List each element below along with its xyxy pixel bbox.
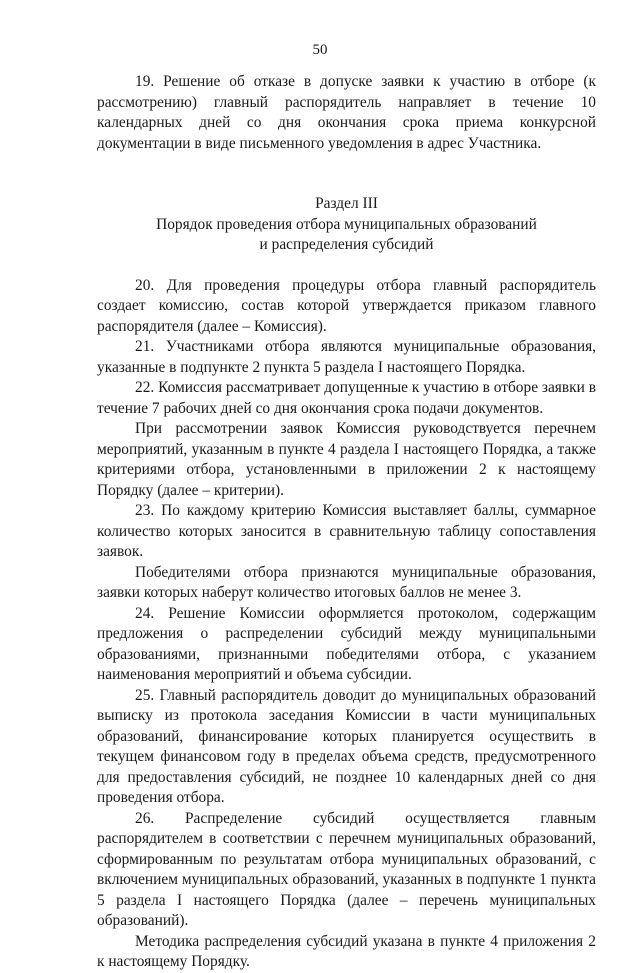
paragraph-20: 20. Для проведения процедуры отбора главный распорядитель создает комиссию, состав которой утверждается приказом главного распорядителя (далее – Комиссия). xyxy=(97,276,596,335)
document-body xyxy=(97,72,596,973)
spacer xyxy=(97,154,596,194)
paragraph-22: 22. Комиссия рассматривает допущенные к участию в отборе заявки в течение 7 рабочих дней со дня окончания срока подачи документов. xyxy=(97,379,596,417)
paragraph-25: 25. Главный распорядитель доводит до муниципальных образований выписку из протокола заседания Комиссии в части муниципальных образований, финансирование которых планируется осуществить в текущем финансовом году в пределах объема средств, предусмотренного для предоставления субсидий, не позднее 10 календарных дней со дня проведения отбора. xyxy=(97,686,596,806)
paragraph-19: 19. Решение об отказе в допуске заявки к участию в отборе (к рассмотрению) главный распорядитель направляет в течение 10 календарных дней со дня окончания срока приема конкурсной документации в виде письменного уведомления в адрес Участника. xyxy=(97,73,596,152)
paragraph-21: 21. Участниками отбора являются муниципальные образования, указанные в подпункте 2 пункта 5 раздела I настоящего Порядка. xyxy=(97,338,596,376)
section-number: Раздел III xyxy=(315,195,378,212)
paragraph-26-continued: Методика распределения субсидий указана в пункте 4 приложения 2 к настоящему Порядку. xyxy=(97,932,596,970)
paragraph-23: 23. По каждому критерию Комиссия выставляет баллы, суммарное количество которых заносится в сравнительную таблицу сопоставления заявок. xyxy=(97,502,596,560)
section-title-line-2: и распределения субсидий xyxy=(259,236,434,253)
paragraph-23-continued: Победителями отбора признаются муниципальные образования, заявки которых наберут количество итоговых баллов не менее 3. xyxy=(97,563,596,601)
paragraph-26: 26. Распределение субсидий осуществляется главным распорядителем в соответствии с перечнем муниципальных образований, сформированным по результатам отбора муниципальных образований, с включением муниципальных образований, указанных в подпункте 1 пункта 5 раздела I настоящего Порядка (далее – перечень муниципальных образований). xyxy=(97,809,596,929)
section-title-line-1: Порядок проведения отбора муниципальных образований xyxy=(156,215,537,233)
paragraph-24: 24. Решение Комиссии оформляется протоколом, содержащим предложения о распределении субсидий между муниципальными образованиями, признанными победителями отбора, с указанием наименования мероприятий и объема субсидии. xyxy=(97,604,596,683)
page-number: 50 xyxy=(312,42,328,58)
spacer xyxy=(97,256,596,276)
paragraph-22-continued: При рассмотрении заявок Комиссия руководствуется перечнем мероприятий, указанным в пункте 4 раздела I настоящего Порядка, а также критериями отбора, установленными в приложении 2 к настоящему Порядку (далее – критерии). xyxy=(97,420,596,499)
